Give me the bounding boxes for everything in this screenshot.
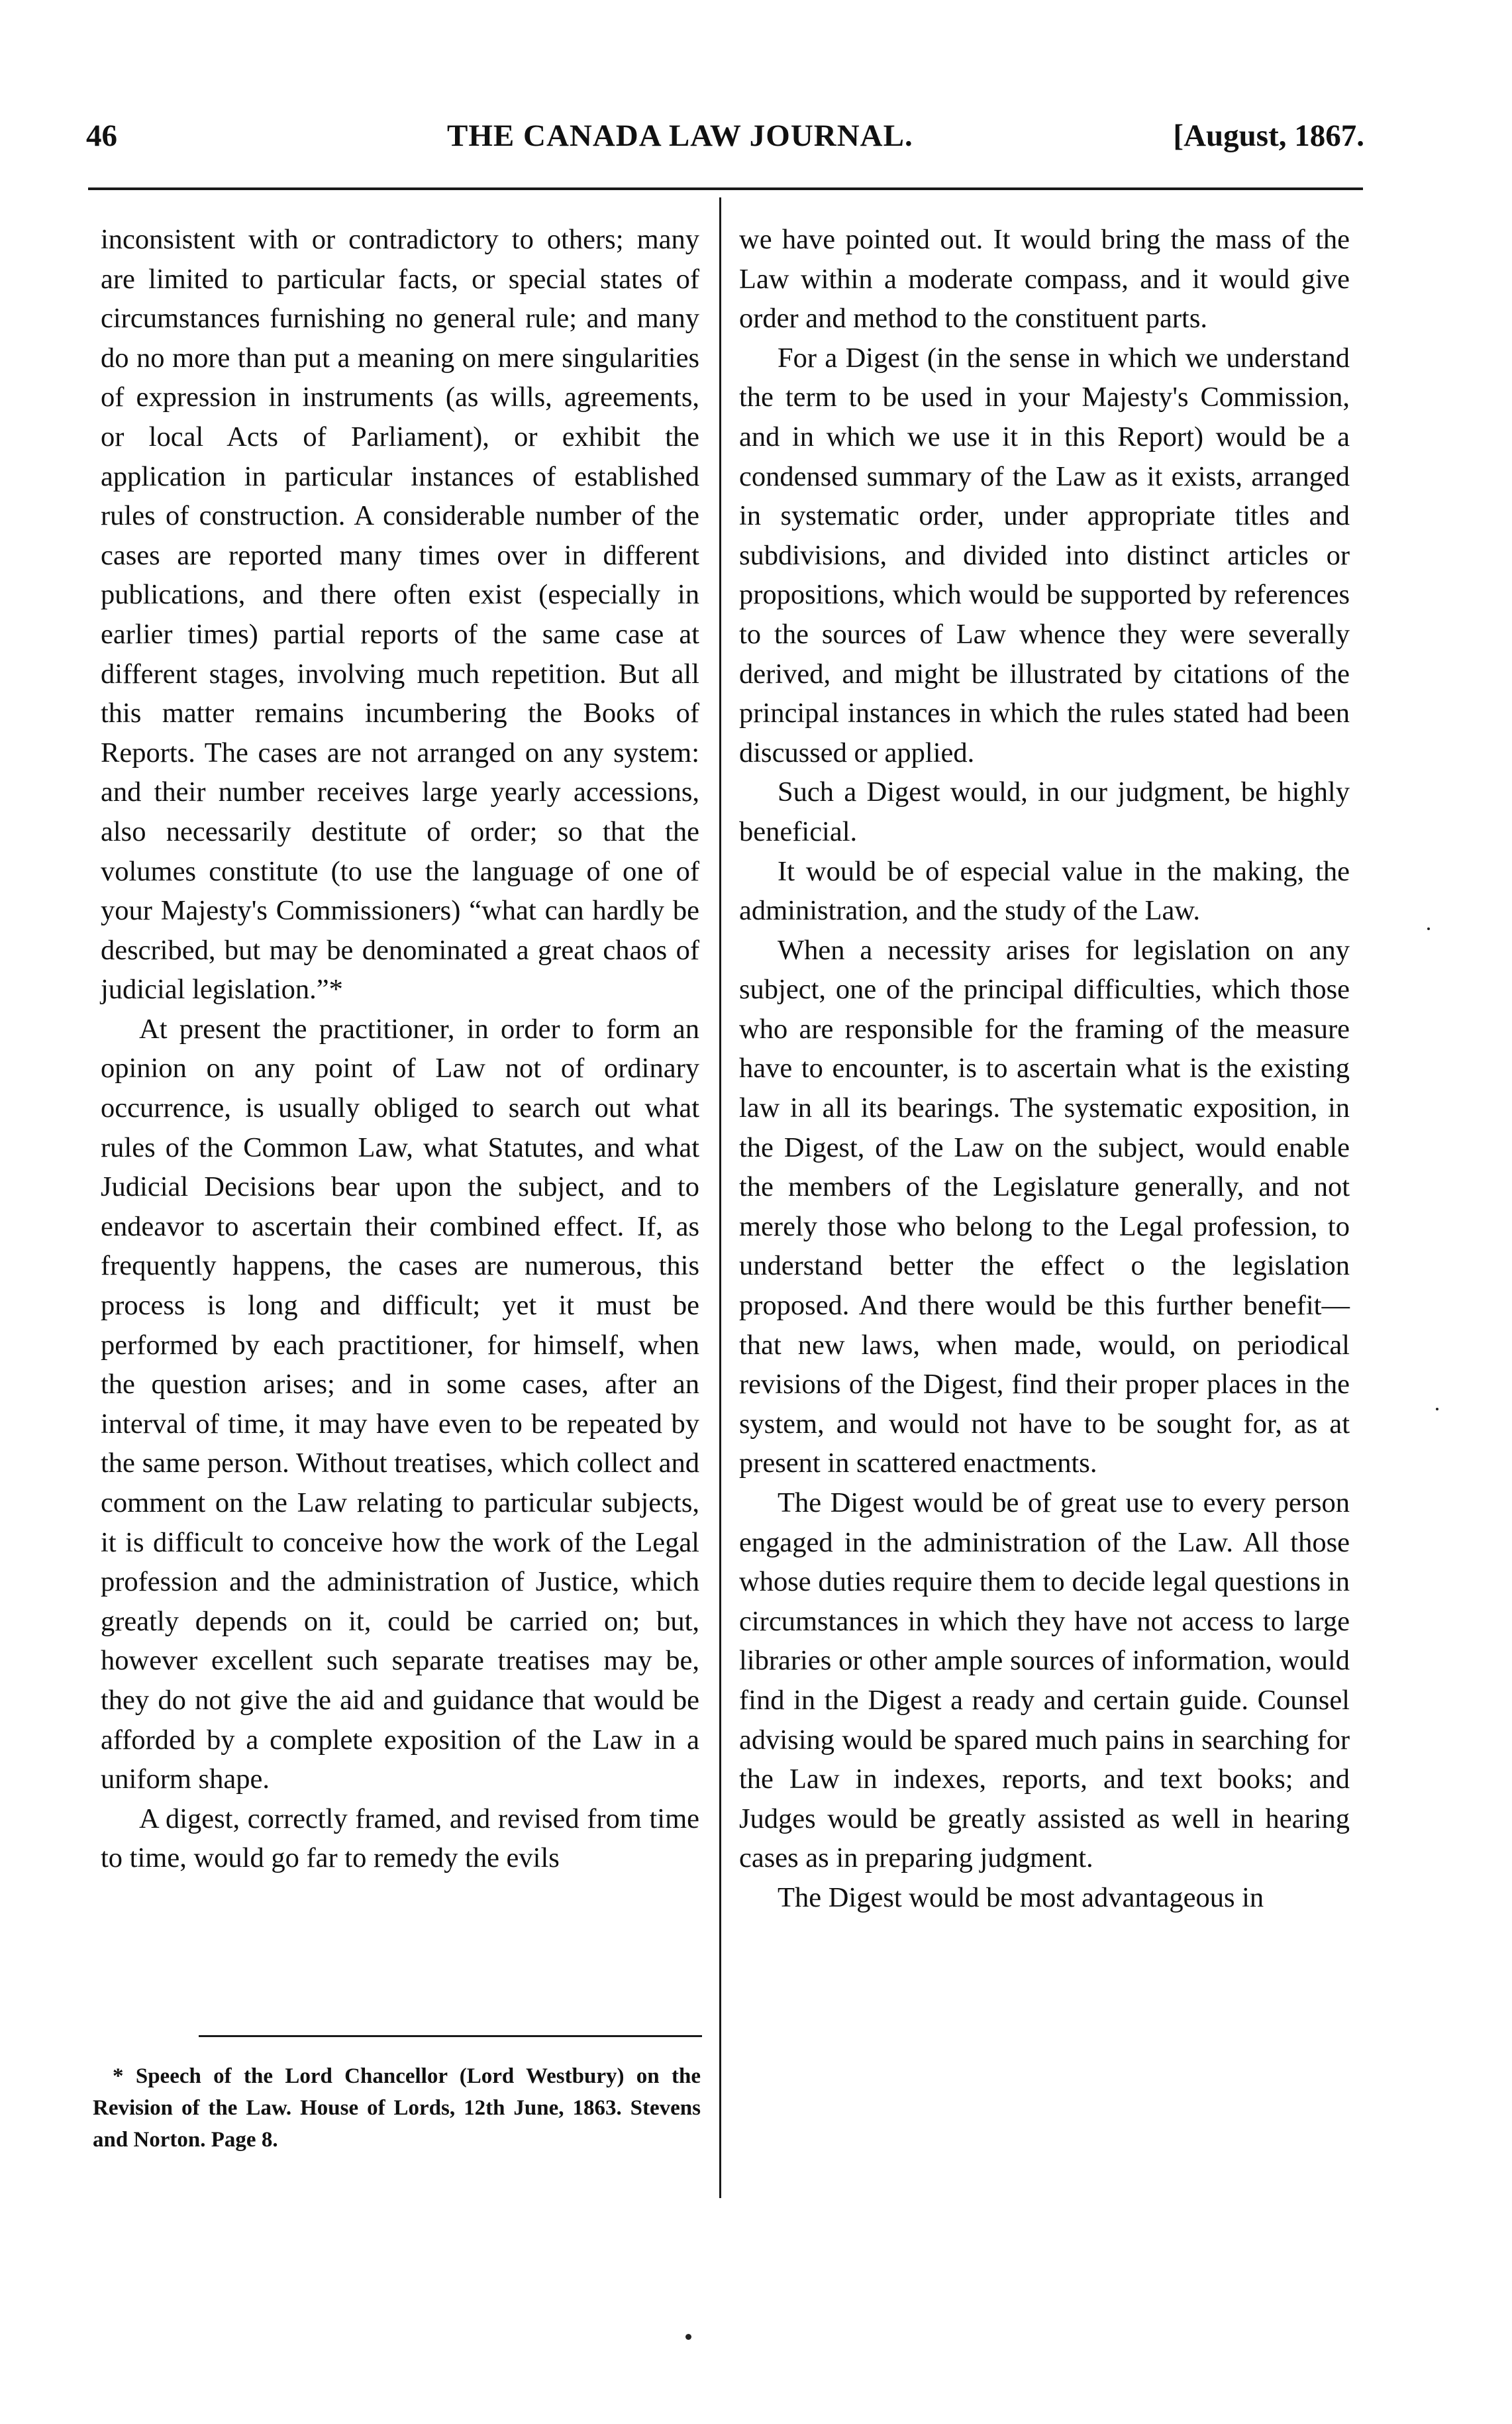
paragraph: The Digest would be of great use to every person engaged in the administration of the Law. All those whose duties require them to decide legal questions in circumstances in which they have not access to large libraries or other ample sources of information, would find in the Digest a ready and certain guide. Counsel advising would be spared much pains in searching for the Law in indexes, reports, and text books; and Judges would be greatly assisted as well in hearing cases as in preparing judgment. [739, 1487, 1350, 1874]
column-divider [719, 197, 721, 2198]
left-column [101, 220, 699, 1878]
ink-speck [685, 2334, 691, 2340]
footnote [93, 2060, 701, 2156]
issue-date: [August, 1867. [1173, 119, 1364, 153]
right-column [739, 220, 1350, 1918]
paragraph: For a Digest (in the sense in which we understand the term to be used in your Majesty's Commission, and in which we use it in this Report) would be a condensed summary of the Law as it exists, arranged in systematic order, under appropriate titles and subdivisions, and divided into distinct articles or propositions, which would be supported by references to the sources of Law whence they were severally derived, and might be illustrated by citations of the principal instances in which the rules stated had been discussed or applied. [739, 342, 1350, 768]
footnote-text: * Speech of the Lord Chancellor (Lord Westbury) on the Revision of the Law. House of Lords, 12th June, 1863. Stevens and Norton. Page 8. [93, 2064, 701, 2152]
footnote-rule [199, 2035, 702, 2037]
ink-speck [1427, 927, 1430, 930]
header-rule [88, 187, 1363, 190]
paragraph: Such a Digest would, in our judgment, be highly beneficial. [739, 776, 1350, 847]
paragraph: A digest, correctly framed, and revised from time to time, would go far to remedy the evils [101, 1803, 699, 1874]
journal-title: THE CANADA LAW JOURNAL. [447, 119, 913, 153]
paragraph: It would be of especial value in the making, the administration, and the study of the Law. [739, 855, 1350, 927]
ink-speck [1436, 1408, 1438, 1410]
paragraph: At present the practitioner, in order to form an opinion on any point of Law not of ordinary occurrence, is usually obliged to search out what rules of the Common Law, what Statutes, and what Judicial Decisions bear upon the subject, and to endeavor to ascertain their combined effect. If, as frequently happens, the cases are numerous, this process is long and difficult; yet it must be performed by each practitioner, for himself, when the question arises; and in some cases, after an interval of time, it may have even to be repeated by the same person. Without treatises, which collect and comment on the Law relating to particular subjects, it is difficult to conceive how the work of the Legal profession and the administration of Justice, which greatly depends on it, could be carried on; but, however excellent such separate treatises may be, they do not give the aid and guidance that would be afforded by a complete exposition of the Law in a uniform shape. [101, 1013, 699, 1795]
paragraph: The Digest would be most advantageous in [778, 1881, 1264, 1913]
paragraph: inconsistent with or contradictory to others; many are limited to particular facts, or special states of circumstances furnishing no general rule; and many do no more than put a meaning on mere singularities of expression in instruments (as wills, agreements, or local Acts of Parliament), or exhibit the application in particular instances of established rules of construction. A considerable number of the cases are reported many times over in different publications, and there often exist (especially in earlier times) partial reports of the same case at different stages, involving much repetition. But all this matter remains incumbering the Books of Reports. The cases are not arranged on any system: and their number receives large yearly accessions, also necessarily destitute of order; so that the volumes constitute (to use the language of one of your Majesty's Commissioners) “what can hardly be described, but may be denominated a great chaos of judicial legislation.”* [101, 224, 699, 1006]
paragraph: When a necessity arises for legislation on any subject, one of the principal difficulties, which those who are responsible for the framing of the measure have to encounter, is to ascertain what is the existing law in all its bearings. The systematic exposition, in the Digest, of the Law on the subject, would enable the members of the Legislature generally, and not merely those who belong to the Legal profession, to understand better the effect o the legislation proposed. And there would be this further benefit—that new laws, when made, would, on periodical revisions of the Digest, find their proper places in the system, and would not have to be sought for, as at present in scattered enactments. [739, 934, 1350, 1479]
page-number: 46 [86, 119, 117, 153]
page-header [86, 118, 1364, 164]
paragraph: we have pointed out. It would bring the mass of the Law within a moderate compass, and it would give order and method to the constituent parts. [739, 224, 1350, 335]
